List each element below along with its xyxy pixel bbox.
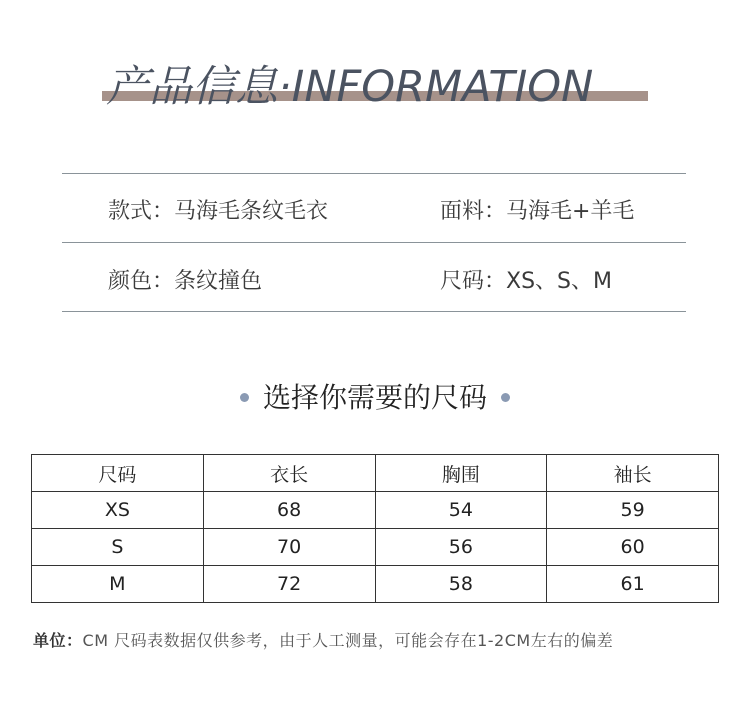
header-cell: 袖长 [547, 455, 719, 492]
table-cell: 60 [547, 529, 719, 566]
bullet-dot-icon [501, 393, 510, 402]
table-cell: 61 [547, 566, 719, 603]
divider [62, 311, 686, 312]
size-table [31, 454, 719, 603]
table-cell: 58 [375, 566, 547, 603]
table-cell: 68 [203, 492, 375, 529]
table-row [32, 529, 719, 566]
table-row [32, 566, 719, 603]
header-cell: 胸围 [375, 455, 547, 492]
bullet-dot-icon [240, 393, 249, 402]
info-style: 款式：马海毛条纹毛衣 [108, 199, 329, 224]
unit-note [33, 628, 613, 651]
table-cell: 72 [203, 566, 375, 603]
info-color: 颜色：条纹撞色 [108, 269, 263, 294]
table-cell: S [32, 529, 204, 566]
table-cell: 70 [203, 529, 375, 566]
table-cell: XS [32, 492, 204, 529]
table-cell: M [32, 566, 204, 603]
header-cell: 衣长 [203, 455, 375, 492]
divider [62, 173, 686, 174]
table-header-row [32, 455, 719, 492]
info-fabric: 面料：马海毛+羊毛 [440, 199, 635, 224]
section-heading [0, 376, 750, 416]
table-cell: 59 [547, 492, 719, 529]
unit-note-text: CM 尺码表数据仅供参考，由于人工测量，可能会存在1-2CM左右的偏差 [82, 631, 614, 650]
table-cell: 54 [375, 492, 547, 529]
title-block [100, 50, 650, 110]
unit-note-label: 单位： [33, 631, 83, 650]
page-title: 产品信息·INFORMATION [106, 62, 594, 112]
divider [62, 242, 686, 243]
info-size: 尺码：XS、S、M [440, 269, 612, 294]
table-row [32, 492, 719, 529]
header-cell: 尺码 [32, 455, 204, 492]
section-title: 选择你需要的尺码 [262, 381, 487, 414]
table-cell: 56 [375, 529, 547, 566]
